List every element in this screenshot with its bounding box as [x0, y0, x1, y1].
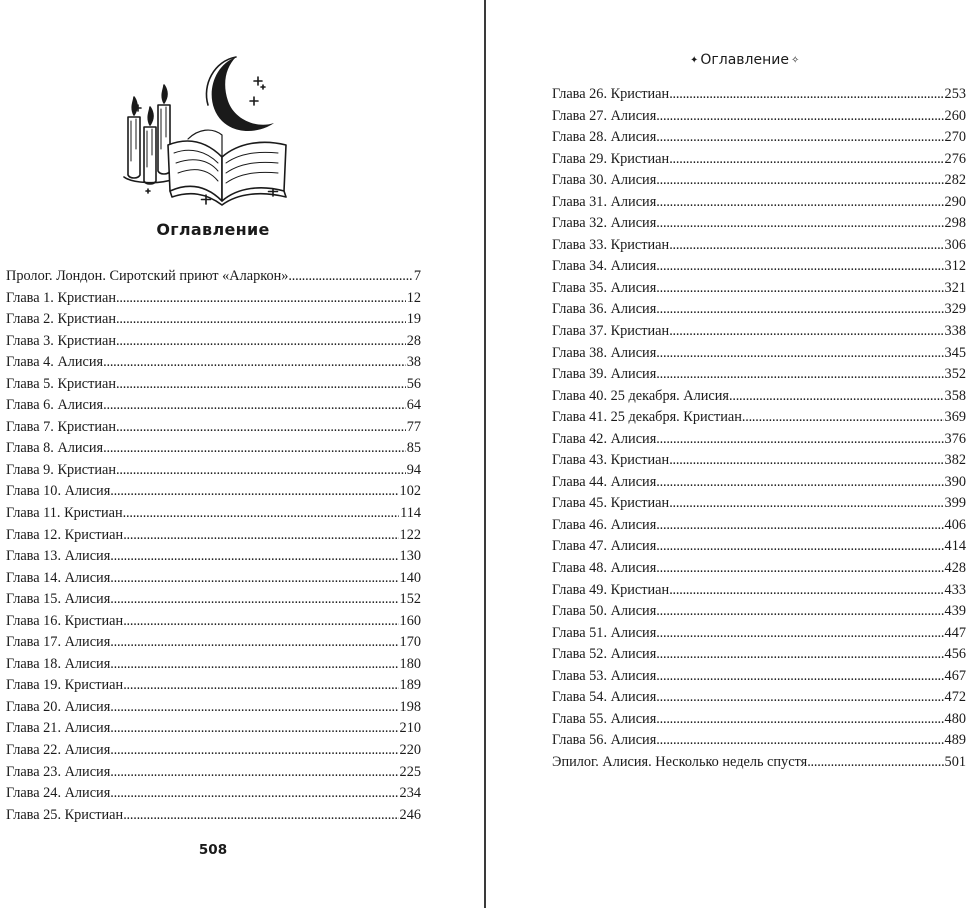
toc-entry[interactable] — [552, 666, 966, 688]
toc-entry[interactable] — [552, 170, 966, 192]
toc-entry-page: 253 — [944, 86, 966, 102]
toc-entry-label: Глава 27. Алисия — [552, 107, 657, 124]
dot-leader — [110, 740, 398, 762]
toc-entry-label: Глава 29. Кристиан — [552, 150, 670, 167]
dot-leader — [729, 386, 944, 408]
toc-entry[interactable] — [6, 309, 421, 331]
dot-leader — [656, 472, 943, 494]
toc-entry-label: Глава 10. Алисия — [6, 483, 111, 500]
toc-entry[interactable] — [552, 256, 966, 278]
dot-leader — [110, 568, 398, 590]
toc-entry[interactable] — [552, 149, 966, 171]
toc-entry-page: 433 — [944, 581, 966, 598]
toc-entry-label: Глава 31. Алисия — [552, 193, 657, 210]
toc-entry[interactable] — [6, 654, 421, 676]
dot-leader — [656, 429, 943, 451]
toc-entry[interactable] — [6, 503, 421, 525]
toc-entry-page: 376 — [944, 430, 966, 447]
toc-entry-label: Глава 55. Алисия — [552, 710, 657, 727]
dot-leader — [669, 321, 943, 343]
running-head-label: Оглавление — [700, 52, 789, 68]
toc-entry-page: 467 — [944, 667, 966, 684]
toc-entry-page: 198 — [399, 698, 421, 715]
toc-entry-page: 276 — [944, 150, 966, 167]
dot-leader — [116, 288, 406, 310]
toc-entry-page: 428 — [944, 560, 966, 577]
toc-entry[interactable] — [6, 718, 421, 740]
toc-entry-page: 225 — [399, 763, 421, 780]
dot-leader — [103, 438, 406, 460]
toc-entry[interactable] — [6, 632, 421, 654]
toc-entry-label: Глава 6. Алисия — [6, 397, 104, 414]
toc-entry-label: Глава 54. Алисия — [552, 689, 657, 706]
dot-leader — [656, 170, 943, 192]
toc-entry-page: 282 — [944, 172, 966, 189]
toc-entry-page: 472 — [944, 689, 966, 706]
dot-leader — [110, 697, 398, 719]
toc-entry[interactable] — [552, 127, 966, 149]
toc-entry-label: Глава 23. Алисия — [6, 763, 111, 780]
toc-entry-page: 12 — [406, 289, 421, 306]
toc-list-left — [6, 266, 421, 826]
toc-entry-page: 329 — [944, 301, 966, 318]
toc-entry-page: 382 — [944, 452, 966, 469]
toc-entry-label: Глава 20. Алисия — [6, 698, 111, 715]
dot-leader — [288, 266, 412, 288]
toc-entry-page: 345 — [944, 344, 966, 361]
toc-entry-label: Глава 37. Кристиан — [552, 323, 670, 340]
toc-entry-page: 7 — [413, 268, 421, 284]
toc-entry-page: 140 — [399, 569, 421, 586]
page-title: Оглавление — [156, 220, 270, 239]
dot-leader — [116, 309, 406, 331]
toc-entry[interactable] — [6, 568, 421, 590]
toc-entry[interactable] — [552, 299, 966, 321]
dot-leader — [110, 632, 398, 654]
dot-leader — [656, 687, 943, 709]
toc-entry-page: 19 — [406, 311, 421, 328]
toc-entry-label: Глава 40. 25 декабря. Алисия — [552, 387, 729, 404]
toc-entry-label: Глава 2. Кристиан — [6, 311, 117, 328]
toc-entry-label: Глава 18. Алисия — [6, 655, 111, 672]
dot-leader — [116, 460, 406, 482]
toc-entry-label: Глава 7. Кристиан — [6, 418, 117, 435]
toc-entry-label: Глава 32. Алисия — [552, 215, 657, 232]
dot-leader — [656, 213, 943, 235]
toc-entry[interactable] — [552, 192, 966, 214]
dot-leader — [742, 407, 944, 429]
toc-entry[interactable] — [552, 450, 966, 472]
toc-entry-label: Глава 50. Алисия — [552, 603, 657, 620]
toc-entry-label: Глава 8. Алисия — [6, 440, 104, 457]
toc-entry[interactable] — [6, 589, 421, 611]
toc-entry-label: Пролог. Лондон. Сиротский приют «Аларкон» — [6, 268, 289, 284]
toc-entry-label: Глава 34. Алисия — [552, 258, 657, 275]
toc-entry-label: Глава 12. Кристиан — [6, 526, 124, 543]
toc-entry-page: 270 — [944, 129, 966, 146]
toc-entry[interactable] — [6, 783, 421, 805]
toc-entry[interactable] — [552, 386, 966, 408]
dot-leader — [123, 503, 399, 525]
toc-entry[interactable] — [6, 740, 421, 762]
toc-entry-page: 352 — [944, 366, 966, 383]
toc-entry-label: Глава 17. Алисия — [6, 634, 111, 651]
toc-entry[interactable] — [6, 525, 421, 547]
toc-entry-label: Глава 48. Алисия — [552, 560, 657, 577]
dot-leader — [656, 192, 943, 214]
toc-list-right — [552, 84, 966, 774]
toc-entry-page: 64 — [406, 397, 421, 414]
toc-entry-label: Глава 56. Алисия — [552, 732, 657, 749]
toc-entry-page: 160 — [399, 612, 421, 629]
toc-entry[interactable] — [6, 675, 421, 697]
toc-entry[interactable] — [6, 546, 421, 568]
dot-leader — [656, 536, 943, 558]
toc-entry-label: Глава 41. 25 декабря. Кристиан — [552, 409, 742, 426]
toc-entry[interactable] — [6, 762, 421, 784]
toc-entry-page: 246 — [399, 806, 421, 823]
book-spine-divider — [484, 0, 486, 908]
toc-entry[interactable] — [6, 352, 421, 374]
toc-entry-page: 77 — [406, 418, 421, 435]
toc-entry-label: Глава 21. Алисия — [6, 720, 111, 737]
dot-leader — [656, 343, 943, 365]
toc-entry-page: 306 — [944, 236, 966, 253]
toc-entry-label: Глава 49. Кристиан — [552, 581, 670, 598]
toc-entry-page: 220 — [399, 742, 421, 759]
toc-entry[interactable] — [552, 580, 966, 602]
dot-leader — [116, 417, 406, 439]
toc-entry-label: Глава 36. Алисия — [552, 301, 657, 318]
toc-entry-label: Глава 1. Кристиан — [6, 289, 117, 306]
toc-entry[interactable] — [552, 752, 966, 774]
toc-entry-label: Глава 14. Алисия — [6, 569, 111, 586]
toc-entry-page: 94 — [406, 461, 421, 478]
toc-entry[interactable] — [552, 623, 966, 645]
dot-leader — [103, 395, 406, 417]
toc-entry-page: 456 — [944, 646, 966, 663]
dot-leader — [110, 654, 398, 676]
toc-entry-label: Глава 13. Алисия — [6, 548, 111, 565]
toc-entry-page: 122 — [399, 526, 421, 543]
toc-entry-page: 489 — [944, 732, 966, 749]
page-number: 508 — [198, 842, 228, 858]
toc-entry-label: Глава 5. Кристиан — [6, 375, 117, 392]
toc-entry[interactable] — [6, 805, 421, 827]
dot-leader — [669, 493, 943, 515]
toc-entry-page: 369 — [944, 409, 966, 426]
moon-candles-book-illustration — [118, 45, 308, 215]
toc-entry-page: 38 — [406, 354, 421, 371]
dot-leader — [656, 106, 943, 128]
dot-leader — [110, 589, 398, 611]
toc-entry[interactable] — [6, 266, 421, 288]
toc-entry-page: 501 — [944, 753, 966, 770]
toc-entry[interactable] — [6, 697, 421, 719]
toc-entry[interactable] — [552, 536, 966, 558]
toc-entry-label: Глава 35. Алисия — [552, 279, 657, 296]
toc-entry[interactable] — [552, 472, 966, 494]
sparkle-icon: ✧ — [790, 54, 800, 66]
dot-leader — [110, 546, 398, 568]
toc-entry-page: 170 — [399, 634, 421, 651]
toc-entry-label: Глава 52. Алисия — [552, 646, 657, 663]
toc-entry-label: Глава 45. Кристиан — [552, 495, 670, 512]
toc-entry[interactable] — [552, 407, 966, 429]
toc-entry[interactable] — [6, 438, 421, 460]
toc-entry[interactable] — [552, 429, 966, 451]
toc-entry-page: 180 — [399, 655, 421, 672]
toc-entry[interactable] — [552, 278, 966, 300]
toc-entry-label: Глава 16. Кристиан — [6, 612, 124, 629]
toc-entry-page: 56 — [406, 375, 421, 392]
dot-leader — [656, 601, 943, 623]
dot-leader — [123, 611, 398, 633]
toc-entry-label: Глава 11. Кристиан — [6, 505, 123, 522]
toc-entry-page: 358 — [944, 387, 966, 404]
toc-entry-label: Глава 15. Алисия — [6, 591, 111, 608]
toc-entry-label: Глава 53. Алисия — [552, 667, 657, 684]
toc-entry[interactable] — [552, 213, 966, 235]
toc-entry[interactable] — [552, 84, 966, 106]
toc-entry-page: 102 — [399, 483, 421, 500]
dot-leader — [110, 762, 398, 784]
toc-entry-label: Глава 42. Алисия — [552, 430, 657, 447]
toc-entry-page: 312 — [944, 258, 966, 275]
toc-entry-page: 260 — [944, 107, 966, 124]
toc-entry[interactable] — [552, 106, 966, 128]
toc-entry[interactable] — [6, 331, 421, 353]
dot-leader — [656, 644, 943, 666]
dot-leader — [656, 364, 943, 386]
toc-entry-label: Глава 4. Алисия — [6, 354, 104, 371]
dot-leader — [656, 709, 943, 731]
toc-entry[interactable] — [552, 687, 966, 709]
toc-entry-page: 210 — [399, 720, 421, 737]
toc-entry[interactable] — [552, 644, 966, 666]
dot-leader — [669, 84, 943, 106]
dot-leader — [656, 558, 943, 580]
dot-leader — [116, 374, 406, 396]
toc-entry[interactable] — [552, 493, 966, 515]
toc-entry-label: Глава 24. Алисия — [6, 785, 111, 802]
dot-leader — [656, 666, 943, 688]
toc-entry[interactable] — [552, 709, 966, 731]
toc-entry-label: Глава 30. Алисия — [552, 172, 657, 189]
dot-leader — [669, 450, 943, 472]
dot-leader — [110, 481, 398, 503]
sparkle-icon: ✦ — [690, 54, 699, 66]
dot-leader — [656, 127, 943, 149]
toc-entry[interactable] — [6, 395, 421, 417]
toc-entry-label: Глава 9. Кристиан — [6, 461, 117, 478]
toc-entry-label: Глава 46. Алисия — [552, 516, 657, 533]
dot-leader — [116, 331, 406, 353]
toc-entry[interactable] — [6, 288, 421, 310]
toc-entry[interactable] — [552, 601, 966, 623]
toc-entry-page: 399 — [944, 495, 966, 512]
dot-leader — [110, 783, 398, 805]
toc-entry-label: Глава 51. Алисия — [552, 624, 657, 641]
toc-entry-label: Глава 44. Алисия — [552, 473, 657, 490]
toc-entry[interactable] — [552, 343, 966, 365]
dot-leader — [123, 675, 398, 697]
toc-entry-page: 28 — [406, 332, 421, 349]
dot-leader — [656, 299, 943, 321]
dot-leader — [656, 623, 943, 645]
toc-entry-label: Глава 22. Алисия — [6, 742, 111, 759]
toc-entry[interactable] — [6, 374, 421, 396]
toc-entry-page: 130 — [399, 548, 421, 565]
dot-leader — [103, 352, 406, 374]
toc-entry-label: Глава 39. Алисия — [552, 366, 657, 383]
toc-entry-page: 85 — [406, 440, 421, 457]
toc-entry-label: Глава 25. Кристиан — [6, 806, 124, 823]
dot-leader — [669, 149, 943, 171]
toc-entry-page: 152 — [399, 591, 421, 608]
toc-entry-label: Глава 3. Кристиан — [6, 332, 117, 349]
dot-leader — [656, 256, 943, 278]
toc-entry-page: 447 — [944, 624, 966, 641]
toc-entry-page: 114 — [400, 505, 421, 522]
toc-entry-label: Глава 26. Кристиан — [552, 86, 670, 102]
dot-leader — [669, 580, 943, 602]
toc-entry[interactable] — [6, 611, 421, 633]
toc-entry[interactable] — [6, 417, 421, 439]
toc-entry[interactable] — [552, 235, 966, 257]
toc-entry-page: 290 — [944, 193, 966, 210]
toc-entry-label: Глава 28. Алисия — [552, 129, 657, 146]
toc-entry-page: 189 — [399, 677, 421, 694]
toc-entry-page: 234 — [399, 785, 421, 802]
running-head — [690, 52, 799, 68]
toc-entry-label: Глава 19. Кристиан — [6, 677, 124, 694]
toc-entry-page: 390 — [944, 473, 966, 490]
dot-leader — [669, 235, 943, 257]
toc-entry-label: Глава 38. Алисия — [552, 344, 657, 361]
dot-leader — [656, 515, 943, 537]
toc-entry[interactable] — [552, 558, 966, 580]
toc-entry[interactable] — [6, 481, 421, 503]
toc-entry[interactable] — [552, 321, 966, 343]
toc-entry-page: 480 — [944, 710, 966, 727]
dot-leader — [123, 525, 398, 547]
toc-entry[interactable] — [552, 364, 966, 386]
toc-entry[interactable] — [552, 515, 966, 537]
dot-leader — [807, 752, 943, 774]
dot-leader — [656, 730, 943, 752]
toc-entry-page: 406 — [944, 516, 966, 533]
toc-entry-label: Глава 47. Алисия — [552, 538, 657, 555]
toc-entry[interactable] — [552, 730, 966, 752]
toc-entry-page: 439 — [944, 603, 966, 620]
toc-entry-page: 298 — [944, 215, 966, 232]
toc-entry-label: Эпилог. Алисия. Несколько недель спустя — [552, 753, 808, 770]
dot-leader — [110, 718, 398, 740]
toc-entry-label: Глава 43. Кристиан — [552, 452, 670, 469]
toc-entry-label: Глава 33. Кристиан — [552, 236, 670, 253]
dot-leader — [656, 278, 943, 300]
toc-entry[interactable] — [6, 460, 421, 482]
toc-entry-page: 338 — [944, 323, 966, 340]
toc-entry-page: 414 — [944, 538, 966, 555]
dot-leader — [123, 805, 398, 827]
toc-entry-page: 321 — [944, 279, 966, 296]
